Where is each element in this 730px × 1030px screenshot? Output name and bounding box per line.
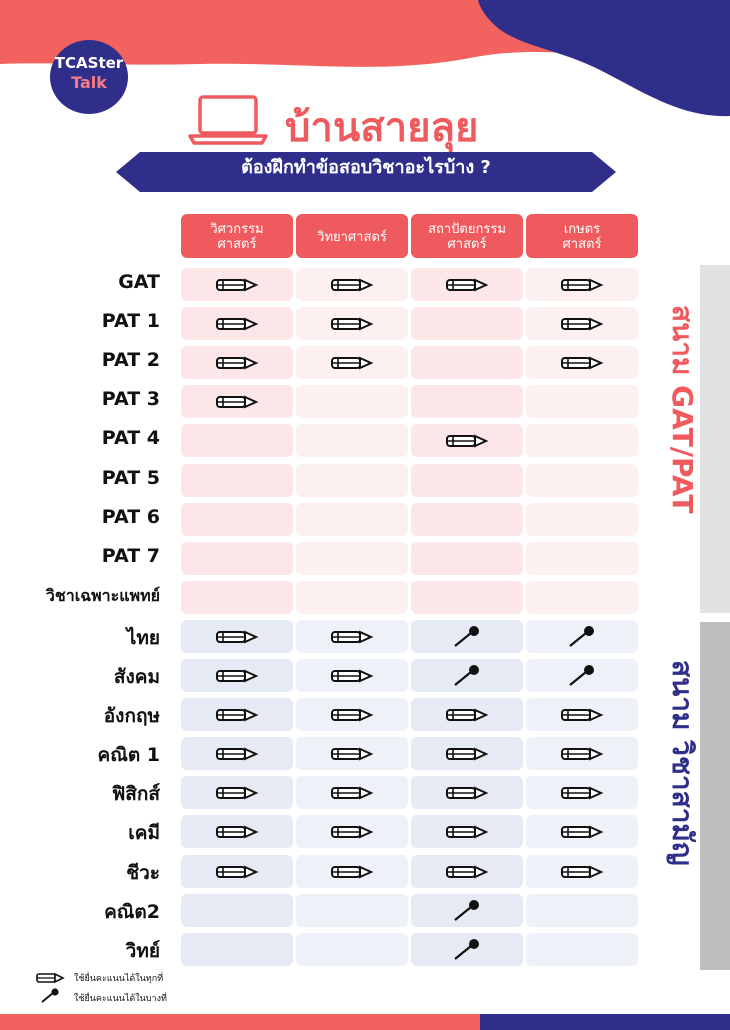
table-cell: [526, 385, 638, 418]
table-cell: [296, 815, 408, 848]
legend-all-label: ใช้ยื่นคะแนนได้ในทุกที่: [74, 974, 164, 984]
pencil-icon: [181, 698, 293, 731]
table-cell: [526, 620, 638, 653]
table-cell: [526, 268, 638, 301]
table-cell: [181, 268, 293, 301]
pencil-icon: [526, 268, 638, 301]
table-cell: [296, 542, 408, 575]
table-cell: [296, 464, 408, 497]
column-header-label: วิศวกรรม ศาสตร์: [210, 221, 264, 251]
pencil-icon: [296, 268, 408, 301]
row-label: PAT 2: [101, 349, 160, 371]
table-cell: [526, 307, 638, 340]
table-cell: [411, 894, 523, 927]
pencil-icon: [296, 855, 408, 888]
pencil-icon: [181, 346, 293, 379]
table-cell: [526, 581, 638, 614]
table-cell: [181, 464, 293, 497]
table-cell: [411, 346, 523, 379]
zone-label-common: สนาม วิชาสามัญ: [666, 660, 699, 866]
top-navy-blob: [478, 0, 730, 116]
row-label: คณิต 1: [97, 744, 160, 766]
pencil-icon: [411, 776, 523, 809]
table-cell: [526, 815, 638, 848]
legend-pin-icon: [40, 988, 62, 1004]
pencil-icon: [296, 659, 408, 692]
table-cell: [296, 503, 408, 536]
pencil-icon: [526, 737, 638, 770]
zone-bar-common: [700, 622, 730, 970]
pencil-icon: [181, 620, 293, 653]
pencil-icon: [296, 776, 408, 809]
table-cell: [296, 933, 408, 966]
pencil-icon: [181, 307, 293, 340]
table-cell: [411, 307, 523, 340]
subtitle-ribbon-right: [592, 152, 616, 192]
row-label: ฟิสิกส์: [111, 783, 160, 805]
row-label: เคมี: [128, 822, 160, 844]
pencil-icon: [181, 385, 293, 418]
table-cell: [411, 737, 523, 770]
row-label: PAT 7: [101, 545, 160, 567]
column-header-agriculture: [526, 214, 638, 258]
row-label: GAT: [118, 271, 160, 293]
row-label: PAT 6: [101, 506, 160, 528]
table-cell: [181, 855, 293, 888]
table-cell: [411, 698, 523, 731]
pin-icon: [411, 933, 523, 966]
table-cell: [526, 346, 638, 379]
table-cell: [296, 855, 408, 888]
table-cell: [526, 776, 638, 809]
row-label: วิชาเฉพาะแพทย์: [45, 586, 160, 605]
pencil-icon: [296, 346, 408, 379]
row-label: สังคม: [113, 666, 160, 688]
subtitle-ribbon-left: [116, 152, 140, 192]
bottom-navy-band: [480, 1014, 730, 1030]
pin-icon: [411, 620, 523, 653]
column-header-label: เกษตร ศาสตร์: [562, 221, 602, 251]
table-cell: [296, 698, 408, 731]
table-cell: [411, 542, 523, 575]
pencil-icon: [526, 776, 638, 809]
table-cell: [526, 855, 638, 888]
page-title: บ้านสายลุย: [285, 105, 479, 151]
table-cell: [411, 855, 523, 888]
table-cell: [526, 698, 638, 731]
table-cell: [296, 307, 408, 340]
pin-icon: [411, 894, 523, 927]
table-cell: [181, 581, 293, 614]
table-cell: [296, 346, 408, 379]
pin-icon: [411, 659, 523, 692]
table-cell: [411, 659, 523, 692]
table-cell: [296, 659, 408, 692]
column-header-label: วิทยาศาสตร์: [317, 228, 387, 244]
logo-line1: TCASter: [54, 54, 124, 72]
table-cell: [181, 503, 293, 536]
table-cell: [181, 385, 293, 418]
legend-pencil-icon: [35, 970, 65, 984]
pencil-icon: [526, 307, 638, 340]
table-cell: [296, 385, 408, 418]
pencil-icon: [181, 815, 293, 848]
table-cell: [181, 737, 293, 770]
table-cell: [411, 268, 523, 301]
table-cell: [181, 776, 293, 809]
table-cell: [526, 933, 638, 966]
pencil-icon: [411, 698, 523, 731]
zone-bar-gatpat: [700, 265, 730, 613]
row-label: วิทย์: [125, 940, 160, 962]
pencil-icon: [411, 737, 523, 770]
tcaster-talk-logo: [50, 40, 128, 114]
column-header-engineering: [181, 214, 293, 258]
pencil-icon: [296, 307, 408, 340]
table-cell: [181, 620, 293, 653]
pencil-icon: [296, 698, 408, 731]
table-cell: [526, 894, 638, 927]
table-cell: [181, 659, 293, 692]
table-cell: [411, 815, 523, 848]
row-label: PAT 4: [101, 427, 160, 449]
page-subtitle: ต้องฝึกทำข้อสอบวิชาอะไรบ้าง ?: [241, 157, 491, 178]
pin-icon: [526, 659, 638, 692]
table-cell: [296, 268, 408, 301]
table-cell: [181, 698, 293, 731]
pencil-icon: [526, 815, 638, 848]
zone-label-gatpat: สนาม GAT/PAT: [666, 305, 699, 514]
pencil-icon: [296, 620, 408, 653]
laptop-icon: [190, 97, 266, 143]
table-cell: [411, 620, 523, 653]
table-cell: [411, 424, 523, 457]
row-label: ไทย: [126, 627, 160, 649]
table-cell: [296, 894, 408, 927]
pencil-icon: [411, 855, 523, 888]
table-cell: [411, 464, 523, 497]
table-cell: [526, 659, 638, 692]
pencil-icon: [181, 855, 293, 888]
pencil-icon: [296, 815, 408, 848]
pencil-icon: [526, 855, 638, 888]
pencil-icon: [296, 737, 408, 770]
table-cell: [526, 503, 638, 536]
row-label: คณิต2: [104, 901, 160, 923]
pin-icon: [526, 620, 638, 653]
row-label: PAT 1: [101, 310, 160, 332]
table-cell: [411, 385, 523, 418]
bottom-coral-band: [0, 1014, 490, 1030]
pencil-icon: [181, 737, 293, 770]
table-cell: [296, 737, 408, 770]
table-cell: [411, 581, 523, 614]
table-cell: [411, 503, 523, 536]
table-cell: [411, 933, 523, 966]
pencil-icon: [411, 424, 523, 457]
pencil-icon: [526, 346, 638, 379]
table-cell: [411, 776, 523, 809]
pencil-icon: [411, 815, 523, 848]
table-cell: [181, 894, 293, 927]
pencil-icon: [181, 659, 293, 692]
row-label: อังกฤษ: [103, 705, 160, 727]
table-cell: [296, 424, 408, 457]
column-header-label: สถาปัตยกรรม ศาสตร์: [428, 221, 506, 251]
table-cell: [296, 581, 408, 614]
pencil-icon: [526, 698, 638, 731]
column-header-architecture: [411, 214, 523, 258]
table-cell: [181, 346, 293, 379]
row-label: PAT 3: [101, 388, 160, 410]
table-cell: [181, 933, 293, 966]
row-label: ชีวะ: [126, 862, 160, 884]
pencil-icon: [181, 268, 293, 301]
column-header-science: [296, 214, 408, 258]
table-cell: [526, 464, 638, 497]
table-cell: [181, 542, 293, 575]
table-cell: [181, 424, 293, 457]
logo-line2: Talk: [71, 73, 107, 92]
table-cell: [296, 776, 408, 809]
table-cell: [296, 620, 408, 653]
table-cell: [181, 815, 293, 848]
row-label: PAT 5: [101, 467, 160, 489]
table-cell: [181, 307, 293, 340]
table-cell: [526, 542, 638, 575]
pencil-icon: [411, 268, 523, 301]
legend-some-label: ใช้ยื่นคะแนนได้ในบางที่: [74, 994, 167, 1004]
table-cell: [526, 424, 638, 457]
pencil-icon: [181, 776, 293, 809]
table-cell: [526, 737, 638, 770]
